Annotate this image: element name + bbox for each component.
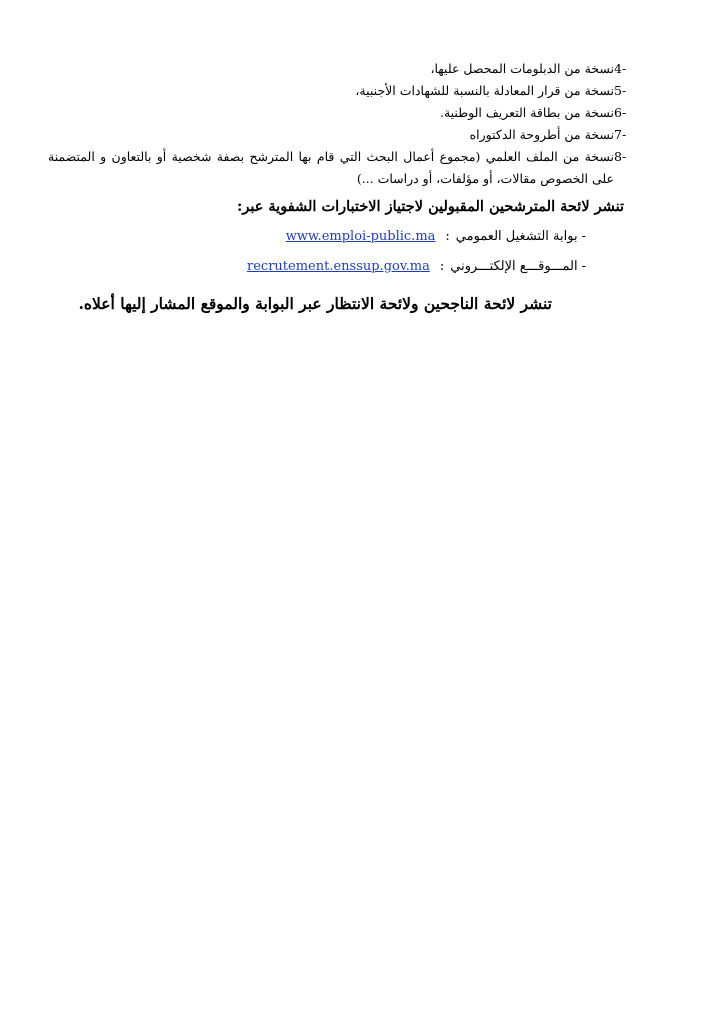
list-item — [48, 146, 644, 190]
item-number: 8- — [614, 149, 627, 164]
website-link[interactable]: recrutement.enssup.gov.ma — [247, 259, 430, 274]
website-label: المـــوقـــع الإلكتـــروني — [450, 259, 578, 274]
employment-portal-label: بوابة التشغيل العمومي — [455, 229, 578, 244]
final-note: تنشر لائحة الناجحين ولائحة الانتظار عبر البوابة والموقع المشار إليها أعلاه. — [78, 294, 552, 313]
item-text: نسخة من الدبلومات المحصل عليها، — [430, 61, 614, 76]
employment-portal-row — [286, 226, 586, 248]
documents-list — [48, 58, 644, 190]
item-text: نسخة من بطاقة التعريف الوطنية. — [439, 105, 614, 120]
bullet: - — [581, 229, 586, 244]
item-text: نسخة من الملف العلمي (مجموع أعمال البحث التي قام بها المترشح بصفة شخصية أو بالتعاون و المتضمنة على الخصوص مقالات، أو مؤلفات، أو دراسات ...) — [48, 149, 614, 186]
item-number: 4- — [614, 61, 627, 76]
item-number: 6- — [614, 105, 627, 120]
publication-heading: تنشر لائحة المترشحين المقبولين لاجتياز الاختبارات الشفوية عبر: — [236, 198, 624, 215]
list-item — [48, 80, 644, 102]
website-row — [247, 256, 586, 278]
list-item — [48, 102, 644, 124]
item-text: نسخة من أطروحة الدكتوراه — [469, 127, 614, 142]
item-number: 7- — [614, 127, 627, 142]
colon: : — [445, 229, 450, 244]
colon: : — [439, 259, 445, 274]
list-item — [48, 58, 644, 80]
employment-portal-link[interactable]: www.emploi-public.ma — [285, 229, 436, 244]
bullet: - — [581, 259, 586, 274]
list-item — [48, 124, 644, 146]
item-number: 5- — [614, 83, 627, 98]
item-text: نسخة من قرار المعادلة بالنسبة للشهادات الأجنبية، — [355, 83, 614, 98]
